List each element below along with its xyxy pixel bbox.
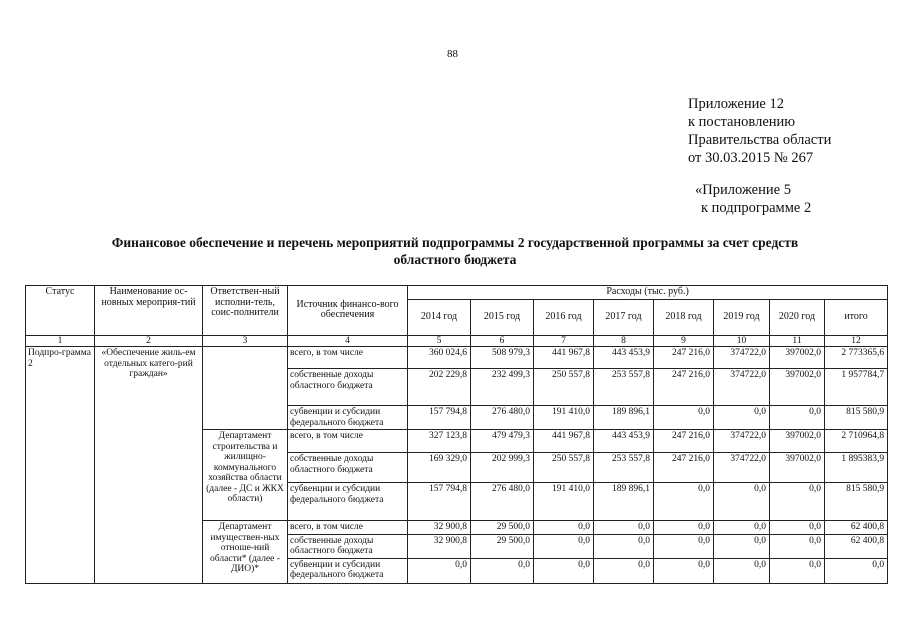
column-number: 3 bbox=[203, 335, 288, 347]
source-cell: субвенции и субсидии федерального бюджета bbox=[288, 558, 408, 583]
value-cell: 29 500,0 bbox=[471, 521, 534, 535]
document-title bbox=[55, 234, 855, 268]
value-cell: 0,0 bbox=[714, 406, 770, 430]
column-number: 2 bbox=[95, 335, 203, 347]
value-cell: 397002,0 bbox=[770, 453, 825, 483]
value-cell: 397002,0 bbox=[770, 430, 825, 453]
value-cell: 0,0 bbox=[714, 534, 770, 558]
column-number: 8 bbox=[594, 335, 654, 347]
appendix-line: от 30.03.2015 № 267 bbox=[688, 150, 814, 166]
value-cell: 0,0 bbox=[654, 521, 714, 535]
total-cell: 62 400,8 bbox=[825, 521, 888, 535]
header-year: 2016 год bbox=[534, 299, 594, 335]
value-cell: 508 979,3 bbox=[471, 347, 534, 369]
header-year: 2019 год bbox=[714, 299, 770, 335]
value-cell: 443 453,9 bbox=[594, 430, 654, 453]
value-cell: 0,0 bbox=[770, 558, 825, 583]
header-year: 2015 год bbox=[471, 299, 534, 335]
source-cell: всего, в том числе bbox=[288, 347, 408, 369]
status-cell: Подпро-грамма 2 bbox=[26, 347, 95, 584]
column-number: 6 bbox=[471, 335, 534, 347]
column-number: 10 bbox=[714, 335, 770, 347]
value-cell: 253 557,8 bbox=[594, 369, 654, 406]
value-cell: 397002,0 bbox=[770, 347, 825, 369]
value-cell: 250 557,8 bbox=[534, 453, 594, 483]
value-cell: 0,0 bbox=[714, 558, 770, 583]
value-cell: 247 216,0 bbox=[654, 347, 714, 369]
total-cell: 2 710964,8 bbox=[825, 430, 888, 453]
value-cell: 169 329,0 bbox=[408, 453, 471, 483]
total-cell: 62 400,8 bbox=[825, 534, 888, 558]
finance-table bbox=[25, 285, 888, 584]
column-number: 5 bbox=[408, 335, 471, 347]
header-name: Наименование ос-новных мероприя-тий bbox=[95, 286, 203, 336]
value-cell: 202 229,8 bbox=[408, 369, 471, 406]
column-number: 4 bbox=[288, 335, 408, 347]
value-cell: 191 410,0 bbox=[534, 483, 594, 521]
column-number: 11 bbox=[770, 335, 825, 347]
value-cell: 479 479,3 bbox=[471, 430, 534, 453]
value-cell: 276 480,0 bbox=[471, 406, 534, 430]
value-cell: 0,0 bbox=[534, 534, 594, 558]
value-cell: 0,0 bbox=[654, 406, 714, 430]
source-cell: всего, в том числе bbox=[288, 430, 408, 453]
source-cell: субвенции и субсидии федерального бюджета bbox=[288, 406, 408, 430]
responsible-cell: Департамент строительства и жилищно-коммунального хозяйства области (далее - ДС и ЖКХ области) bbox=[203, 430, 288, 521]
value-cell: 276 480,0 bbox=[471, 483, 534, 521]
total-cell: 0,0 bbox=[825, 558, 888, 583]
value-cell: 0,0 bbox=[654, 483, 714, 521]
column-number: 9 bbox=[654, 335, 714, 347]
value-cell: 0,0 bbox=[594, 558, 654, 583]
total-cell: 815 580,9 bbox=[825, 406, 888, 430]
column-number: 1 bbox=[26, 335, 95, 347]
source-cell: собственные доходы областного бюджета bbox=[288, 534, 408, 558]
appendix-block-2 bbox=[695, 181, 811, 217]
value-cell: 247 216,0 bbox=[654, 369, 714, 406]
value-cell: 0,0 bbox=[714, 521, 770, 535]
value-cell: 189 896,1 bbox=[594, 406, 654, 430]
value-cell: 191 410,0 bbox=[534, 406, 594, 430]
value-cell: 397002,0 bbox=[770, 369, 825, 406]
value-cell: 0,0 bbox=[654, 558, 714, 583]
column-number: 7 bbox=[534, 335, 594, 347]
value-cell: 247 216,0 bbox=[654, 453, 714, 483]
appendix-line: к постановлению bbox=[688, 114, 796, 130]
value-cell: 0,0 bbox=[770, 406, 825, 430]
value-cell: 0,0 bbox=[594, 521, 654, 535]
header-year: 2017 год bbox=[594, 299, 654, 335]
value-cell: 327 123,8 bbox=[408, 430, 471, 453]
value-cell: 0,0 bbox=[770, 483, 825, 521]
header-expenses: Расходы (тыс. руб.) bbox=[408, 286, 888, 300]
value-cell: 441 967,8 bbox=[534, 430, 594, 453]
measure-name-cell: «Обеспечение жиль-ем отдельных катего-рий граждан» bbox=[95, 347, 203, 584]
total-cell: 1 895383,9 bbox=[825, 453, 888, 483]
value-cell: 202 999,3 bbox=[471, 453, 534, 483]
value-cell: 360 024,6 bbox=[408, 347, 471, 369]
source-cell: собственные доходы областного бюджета bbox=[288, 453, 408, 483]
value-cell: 157 794,8 bbox=[408, 406, 471, 430]
value-cell: 250 557,8 bbox=[534, 369, 594, 406]
value-cell: 441 967,8 bbox=[534, 347, 594, 369]
responsible-cell: Департамент имуществен-ных отноше-ний области* (далее - ДИО)* bbox=[203, 521, 288, 584]
header-total: итого bbox=[825, 299, 888, 335]
value-cell: 374722,0 bbox=[714, 453, 770, 483]
value-cell: 0,0 bbox=[408, 558, 471, 583]
header-status: Статус bbox=[26, 286, 95, 336]
appendix2-line: к подпрограмме 2 bbox=[701, 200, 812, 216]
value-cell: 157 794,8 bbox=[408, 483, 471, 521]
title-line: Финансовое обеспечение и перечень мероприятий подпрограммы 2 государственной программы за счет средств bbox=[111, 235, 799, 250]
page-number: 88 bbox=[447, 48, 458, 60]
value-cell: 374722,0 bbox=[714, 369, 770, 406]
value-cell: 443 453,9 bbox=[594, 347, 654, 369]
value-cell: 374722,0 bbox=[714, 430, 770, 453]
value-cell: 32 900,8 bbox=[408, 534, 471, 558]
value-cell: 32 900,8 bbox=[408, 521, 471, 535]
column-number: 12 bbox=[825, 335, 888, 347]
header-year: 2020 год bbox=[770, 299, 825, 335]
source-cell: субвенции и субсидии федерального бюджета bbox=[288, 483, 408, 521]
title-line: областного бюджета bbox=[393, 252, 517, 267]
value-cell: 0,0 bbox=[654, 534, 714, 558]
value-cell: 0,0 bbox=[594, 534, 654, 558]
value-cell: 232 499,3 bbox=[471, 369, 534, 406]
source-cell: собственные доходы областного бюджета bbox=[288, 369, 408, 406]
header-year: 2018 год bbox=[654, 299, 714, 335]
appendix2-line: «Приложение 5 bbox=[695, 182, 791, 198]
appendix-block bbox=[688, 95, 831, 167]
total-cell: 1 957784,7 bbox=[825, 369, 888, 406]
value-cell: 0,0 bbox=[534, 521, 594, 535]
value-cell: 0,0 bbox=[714, 483, 770, 521]
value-cell: 0,0 bbox=[534, 558, 594, 583]
responsible-cell bbox=[203, 347, 288, 430]
total-cell: 815 580,9 bbox=[825, 483, 888, 521]
value-cell: 0,0 bbox=[471, 558, 534, 583]
source-cell: всего, в том числе bbox=[288, 521, 408, 535]
value-cell: 189 896,1 bbox=[594, 483, 654, 521]
column-number-row bbox=[26, 335, 888, 347]
value-cell: 247 216,0 bbox=[654, 430, 714, 453]
value-cell: 253 557,8 bbox=[594, 453, 654, 483]
value-cell: 29 500,0 bbox=[471, 534, 534, 558]
total-cell: 2 773365,6 bbox=[825, 347, 888, 369]
header-responsible: Ответствен-ный исполни-тель, соис-полнители bbox=[203, 286, 288, 336]
table-row bbox=[26, 347, 888, 369]
value-cell: 0,0 bbox=[770, 534, 825, 558]
header-source: Источник финансо-вого обеспечения bbox=[288, 286, 408, 336]
appendix-line: Правительства области bbox=[688, 132, 832, 148]
value-cell: 0,0 bbox=[770, 521, 825, 535]
value-cell: 374722,0 bbox=[714, 347, 770, 369]
appendix-line: Приложение 12 bbox=[688, 96, 784, 112]
header-year: 2014 год bbox=[408, 299, 471, 335]
